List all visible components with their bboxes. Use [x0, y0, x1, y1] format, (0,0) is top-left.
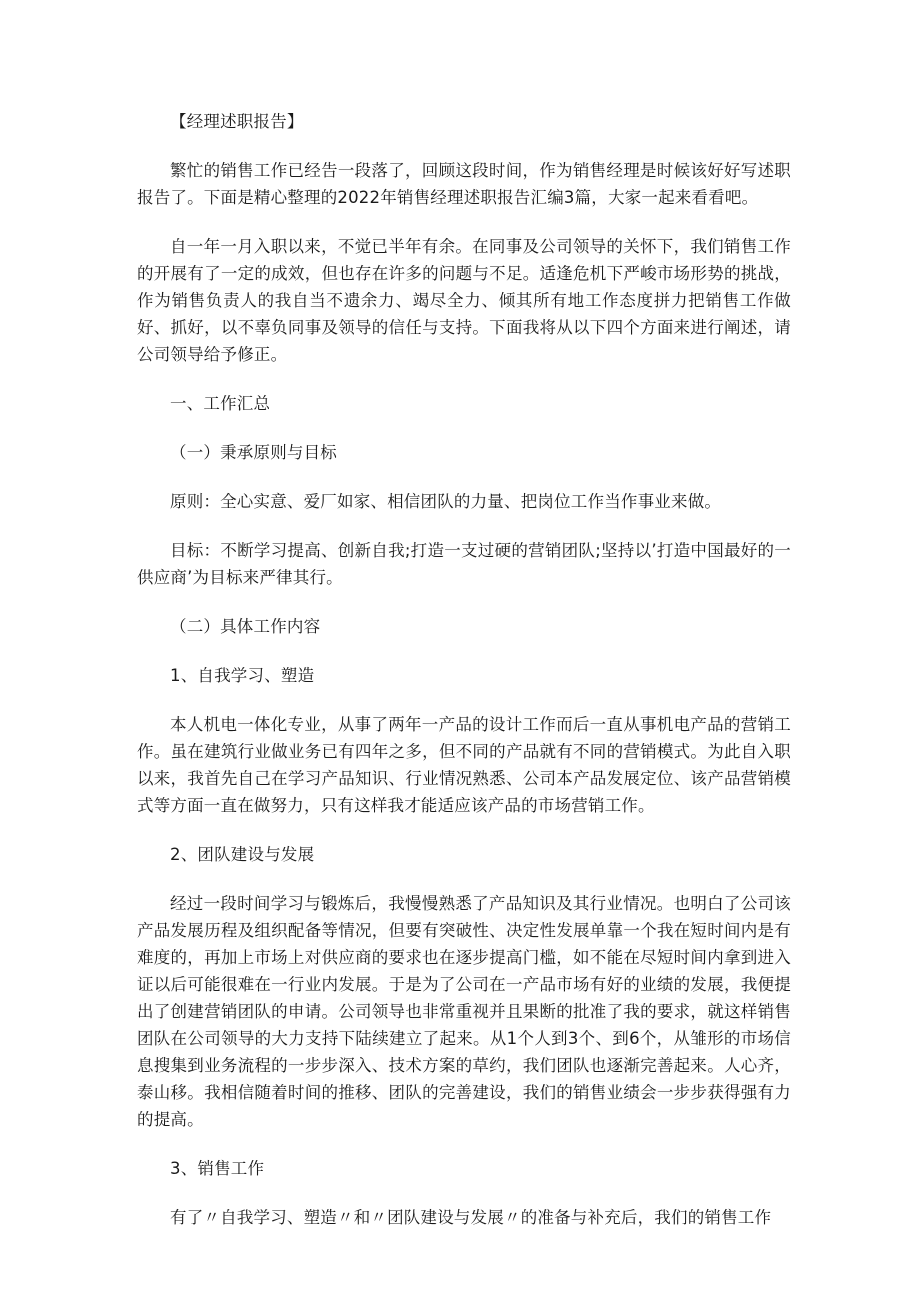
document-title: 【经理述职报告】: [170, 112, 304, 131]
sales-work-paragraph: 有了〃自我学习、塑造〃和〃团队建设与发展〃的准备与补充后，我们的销售工作: [170, 1208, 772, 1227]
item-heading-self-learning: 1、自我学习、塑造: [170, 666, 315, 685]
section-heading-work-summary: 一、工作汇总: [170, 394, 271, 413]
principle-paragraph: 原则：全心实意、爱厂如家、相信团队的力量、把岗位工作当作事业来做。: [170, 492, 722, 511]
subsection-heading-work-content: （二）具体工作内容: [170, 617, 321, 636]
team-building-paragraph: 经过一段时间学习与锻炼后，我慢慢熟悉了产品知识及其行业情况。也明白了公司该产品发展历程及组织配备等情况，但要有突破性、决定性发展单靠一个我在短时间内是有难度的，再加上市场上对供应商的要求也在逐步提高门槛，如不能在尽短时间内拿到进入证以后可能很难在一行业内发展。于是为了公司在一产品市场有好的业绩的发展，我便提出了创建营销团队的申请。公司领导也非常重视并且果断的批准了我的要求，就这样销售团队在公司领导的大力支持下陆续建立了起来。从1个人到3个、到6个，从雏形的市场信息搜集到业务流程的一步步深入、技术方案的草约，我们团队也逐渐完善起来。人心齐，泰山移。我相信随着时间的推移、团队的完善建设，我们的销售业绩会一步步获得强有力的提高。: [137, 894, 791, 1129]
intro-paragraph: 繁忙的销售工作已经告一段落了，回顾这段时间，作为销售经理是时候该好好写述职报告了。下面是精心整理的2022年销售经理述职报告汇编3篇，大家一起来看看吧。: [137, 161, 791, 207]
document-body: [137, 108, 791, 1231]
item-heading-team-building: 2、团队建设与发展: [170, 845, 315, 864]
item-heading-sales-work: 3、销售工作: [170, 1159, 265, 1178]
opening-paragraph: 自一年一月入职以来，不觉已半年有余。在同事及公司领导的关怀下，我们销售工作的开展有了一定的成效，但也存在许多的问题与不足。适逢危机下严峻市场形势的挑战，作为销售负责人的我自当不遗余力、竭尽全力、倾其所有地工作态度拼力把销售工作做好、抓好，以不辜负同事及领导的信任与支持。下面我将从以下四个方面来进行阐述，请公司领导给予修正。: [137, 237, 791, 364]
goal-paragraph: 目标：不断学习提高、创新自我;打造一支过硬的营销团队;坚持以’打造中国最好的一供应商’为目标来严律其行。: [137, 541, 791, 587]
subsection-heading-principles: （一）秉承原则与目标: [170, 443, 337, 462]
self-learning-paragraph: 本人机电一体化专业，从事了两年一产品的设计工作而后一直从事机电产品的营销工作。虽在建筑行业做业务已有四年之多，但不同的产品就有不同的营销模式。为此自入职以来，我首先自己在学习产品知识、行业情况熟悉、公司本产品发展定位、该产品营销模式等方面一直在做努力，只有这样我才能适应该产品的市场营销工作。: [137, 715, 791, 815]
